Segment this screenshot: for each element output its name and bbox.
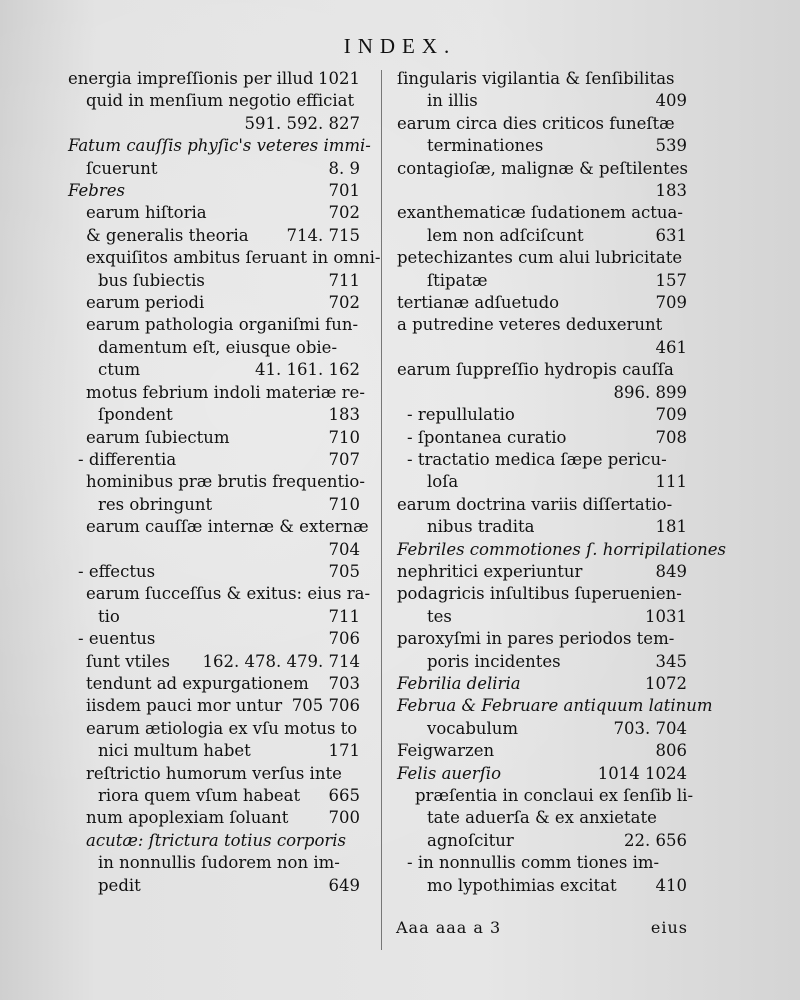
entry-text: Fatum cauſſis phyſic's veteres immi-: [68, 136, 371, 156]
index-entry: [397, 875, 687, 897]
entry-text: acutæ: ſtrictura totius corporis: [86, 830, 347, 850]
index-entry: [68, 180, 360, 202]
index-entry: [68, 113, 360, 135]
index-entry: [397, 270, 687, 292]
entry-page: 461: [655, 337, 687, 357]
index-entry: [68, 673, 360, 695]
entry-text: earum pathologia organiſmi fun-: [86, 315, 359, 335]
entry-page: 710: [328, 494, 360, 514]
index-entry: [397, 90, 687, 112]
entry-page: 22. 656: [624, 830, 687, 850]
index-entry: [68, 875, 360, 897]
entry-page: 706: [328, 629, 360, 649]
index-entry: [68, 404, 360, 426]
entry-page: 1072: [645, 673, 687, 693]
index-entry: [68, 359, 360, 381]
entry-page: 181: [655, 517, 687, 537]
entry-page: 162. 478. 479. 714: [202, 651, 360, 671]
index-entry: [397, 718, 687, 740]
index-entry: [397, 337, 687, 359]
signature-mark: Aaa aaa a 3: [396, 918, 502, 937]
entry-page: 711: [328, 606, 360, 626]
index-entry: [68, 852, 360, 874]
entry-text: vocabulum: [427, 718, 519, 738]
entry-text: nibus tradita: [427, 517, 535, 537]
index-entry: [68, 651, 360, 673]
index-entry: [68, 561, 360, 583]
entry-text: ſtipatæ: [427, 270, 488, 290]
entry-text: earum ſuppreſſio hydropis cauſſa: [397, 360, 674, 380]
index-entry: [397, 628, 687, 650]
index-entry: [397, 740, 687, 762]
entry-text: reſtrictio humorum verſus inte: [86, 763, 342, 783]
entry-page: 183: [655, 181, 687, 201]
entry-text: hominibus præ brutis frequentio-: [86, 472, 365, 492]
entry-text: res obringunt: [98, 494, 213, 514]
entry-text: - effectus: [78, 561, 156, 581]
entry-page: 704: [328, 539, 360, 559]
entry-page: 714. 715: [286, 225, 360, 245]
entry-text: earum doctrina variis diſſertatio-: [397, 494, 673, 514]
entry-text: ſcuerunt: [86, 158, 158, 178]
index-entry: [397, 763, 687, 785]
index-entry: [68, 807, 360, 829]
entry-page: 539: [655, 136, 687, 156]
entry-text: tertianæ adſuetudo: [397, 293, 560, 313]
index-entry: [68, 202, 360, 224]
index-entry: [68, 785, 360, 807]
entry-text: ſunt vtiles: [86, 651, 170, 671]
index-entry: [68, 539, 360, 561]
index-entry: [397, 68, 687, 90]
entry-text: agnoſcitur: [427, 830, 514, 850]
index-entry: [397, 561, 687, 583]
entry-page: 183: [328, 405, 360, 425]
entry-text: exquiſitos ambitus ſeruant in omni-: [86, 248, 381, 268]
entry-page: 702: [328, 293, 360, 313]
entry-page: 1014 1024: [597, 763, 687, 783]
entry-page: 41. 161. 162: [255, 360, 360, 380]
entry-text: earum ætiologia ex vſu motus to: [86, 718, 358, 738]
entry-page: 709: [655, 405, 687, 425]
entry-page: 703: [328, 673, 360, 693]
index-entry: [397, 292, 687, 314]
index-entry: [68, 247, 381, 269]
index-entry: [397, 673, 687, 695]
entry-text: earum cauſſæ internæ & externæ: [86, 517, 369, 537]
entry-text: tes: [427, 606, 452, 626]
entry-text: Febres: [68, 181, 125, 201]
entry-text: tendunt ad expurgationem: [86, 673, 309, 693]
index-entry: [68, 225, 360, 247]
entry-text: in nonnullis ſudorem non im-: [98, 853, 340, 873]
entry-page: 1031: [645, 606, 687, 626]
entry-text: iisdem pauci mor untur: [86, 696, 283, 716]
entry-text: exanthematicæ ſudationem actua-: [397, 203, 683, 223]
index-entry: [68, 427, 360, 449]
index-entry: [68, 740, 360, 762]
entry-text: - tractatio medica ſæpe pericu-: [407, 449, 667, 469]
index-entry: [397, 449, 687, 471]
entry-page: 703. 704: [613, 718, 687, 738]
entry-page: 345: [655, 651, 687, 671]
index-entry: [68, 90, 360, 112]
entry-text: earum hiſtoria: [86, 203, 207, 223]
index-entry: [397, 382, 687, 404]
entry-text: earum ſubiectum: [86, 427, 230, 447]
entry-text: lem non adſciſcunt: [427, 225, 584, 245]
entry-page: 710: [328, 427, 360, 447]
index-entry: [397, 113, 687, 135]
index-entry: [397, 539, 727, 561]
index-entry: [68, 583, 371, 605]
index-entry: [397, 247, 687, 269]
entry-page: 409: [655, 91, 687, 111]
entry-page: 631: [655, 225, 687, 245]
entry-page: 711: [328, 270, 360, 290]
entry-text: energia impreſſionis per illud: [68, 69, 314, 88]
entry-text: terminationes: [427, 136, 544, 156]
entry-text: contagioſæ, malignæ & peſtilentes: [397, 158, 688, 178]
index-entry: [397, 583, 687, 605]
index-entry: [68, 471, 365, 493]
entry-text: Feigwarzen: [397, 741, 495, 761]
entry-page: 708: [655, 427, 687, 447]
entry-text: mo lypothimias excitat: [427, 875, 617, 895]
index-entry: [68, 718, 360, 740]
entry-page: 171: [328, 741, 360, 761]
index-entry: [68, 494, 360, 516]
entry-text: petechizantes cum alui lubricitate: [397, 248, 683, 268]
index-entry: [397, 314, 687, 336]
index-entry: [397, 807, 687, 829]
index-entry: [397, 494, 687, 516]
index-entry: [397, 202, 687, 224]
index-entry: [68, 314, 360, 336]
entry-text: præſentia in conclaui ex ſenſib li-: [415, 786, 694, 805]
entry-text: bus ſubiectis: [98, 270, 205, 290]
entry-text: motus febrium indoli materiæ re-: [86, 382, 365, 402]
index-entry: [397, 606, 687, 628]
entry-text: - in nonnullis comm tiones im-: [407, 853, 660, 873]
column-divider: [381, 70, 382, 950]
entry-page: 665: [328, 786, 360, 805]
entry-text: & generalis theoria: [86, 225, 249, 245]
index-entry: [68, 382, 365, 404]
index-entry: [397, 830, 687, 852]
entry-page: 705 706: [291, 696, 360, 716]
entry-text: ctum: [98, 360, 141, 380]
entry-page: 700: [328, 808, 360, 828]
entry-page: 705: [328, 561, 360, 581]
entry-text: - euentus: [78, 629, 156, 649]
entry-page: 701: [328, 181, 360, 201]
entry-text: podagricis inſultibus ſuperuenien-: [397, 584, 682, 604]
index-entry: [68, 763, 360, 785]
index-entry: [68, 449, 360, 471]
entry-page: 410: [655, 875, 687, 895]
entry-text: num apoplexiam ſoluant: [86, 808, 289, 828]
entry-page: 709: [655, 293, 687, 313]
entry-page: 896. 899: [613, 382, 687, 402]
index-entry: [397, 180, 687, 202]
left-column: [68, 68, 381, 897]
entry-text: earum periodi: [86, 293, 205, 313]
index-entry: [397, 516, 687, 538]
index-entry: [397, 404, 687, 426]
index-entry: [397, 651, 687, 673]
entry-text: tio: [98, 606, 120, 626]
entry-text: earum ſucceſſus & exitus: eius ra-: [86, 584, 371, 604]
entry-page: 111: [655, 472, 687, 492]
entry-page: 702: [328, 203, 360, 223]
index-entry: [397, 427, 687, 449]
page-header: INDEX.: [343, 34, 457, 58]
index-entry: [68, 695, 360, 717]
index-entry: [397, 695, 713, 717]
entry-text: Felis auerſio: [397, 763, 502, 783]
entry-text: Febrilia deliria: [397, 673, 521, 693]
index-entry: [397, 785, 694, 807]
right-column: [397, 68, 727, 897]
entry-text: ſingularis vigilantia & ſenſibilitas: [397, 69, 675, 88]
entry-text: Febriles commotiones ſ. horripilationes: [397, 539, 727, 559]
entry-text: pedit: [98, 875, 141, 895]
entry-text: ſpondent: [98, 405, 173, 425]
index-entry: [397, 135, 687, 157]
entry-text: paroxyſmi in pares periodos tem-: [397, 629, 675, 649]
entry-text: damentum eſt, eiusque obie-: [98, 337, 338, 357]
catchword: eius: [650, 918, 688, 937]
entry-text: - differentia: [78, 449, 177, 469]
entry-page: 1021: [318, 69, 360, 88]
entry-text: nephritici experiuntur: [397, 561, 583, 581]
entry-text: quid in menſium negotio efficiat: [86, 91, 355, 111]
entry-text: Februa & Februare antiquum latinum: [397, 696, 713, 716]
entry-text: poris incidentes: [427, 651, 561, 671]
entry-page: 591. 592. 827: [244, 113, 360, 133]
entry-text: in illis: [427, 91, 478, 111]
entry-page: 8. 9: [328, 158, 360, 178]
entry-text: earum circa dies criticos funeſtæ: [397, 113, 675, 133]
entry-text: loſa: [427, 472, 459, 492]
index-entry: [68, 830, 360, 852]
index-entry: [397, 471, 687, 493]
index-entry: [68, 516, 369, 538]
index-entry: [68, 68, 360, 90]
index-entry: [397, 852, 687, 874]
index-entry: [68, 337, 360, 359]
entry-text: tate aduerſa & ex anxietate: [427, 808, 657, 828]
index-entry: [68, 628, 360, 650]
entry-text: a putredine veteres deduxerunt: [397, 315, 663, 335]
index-entry: [68, 158, 360, 180]
entry-text: nici multum habet: [98, 741, 251, 761]
entry-text: riora quem vſum habeat: [98, 786, 301, 805]
entry-text: - repullulatio: [407, 405, 515, 425]
index-entry: [68, 606, 360, 628]
entry-page: 806: [655, 741, 687, 761]
index-entry: [397, 359, 687, 381]
index-entry: [68, 135, 371, 157]
entry-page: 707: [328, 449, 360, 469]
index-entry: [397, 158, 687, 180]
index-entry: [68, 292, 360, 314]
entry-page: 157: [655, 270, 687, 290]
entry-page: 649: [328, 875, 360, 895]
entry-text: - ſpontanea curatio: [407, 427, 567, 447]
index-entry: [68, 270, 360, 292]
entry-page: 849: [655, 561, 687, 581]
index-entry: [397, 225, 687, 247]
